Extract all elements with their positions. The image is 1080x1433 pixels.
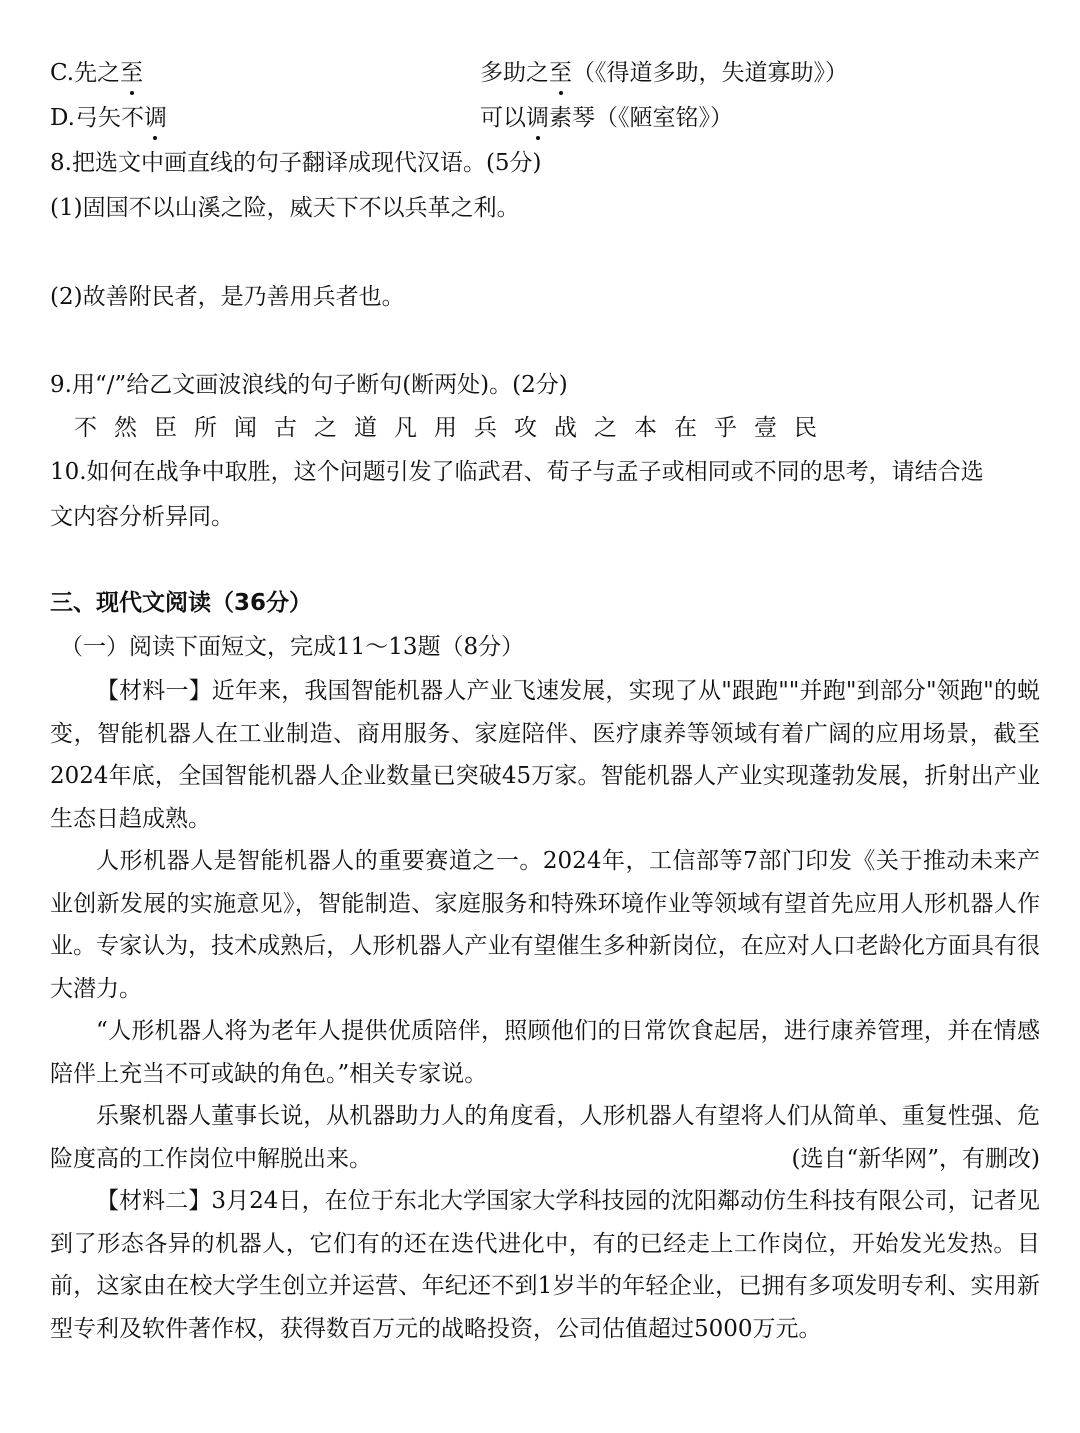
material1 xyxy=(50,670,1040,1350)
material1-paragraph-3: “人形机器人将为老年人提供优质陪伴，照顾他们的日常饮食起居，进行康养管理，并在情感陪伴上充当不可或缺的角色。”相关专家说。 xyxy=(50,1018,1040,1087)
q9-prompt: 9.用“/”给乙文画波浪线的句子断句(断两处)。(2分) xyxy=(50,372,568,398)
option-c xyxy=(50,58,848,88)
option-d-a-dotted-char: 调 xyxy=(143,105,167,131)
option-c-a-dotted-char: 至 xyxy=(120,60,144,86)
material1-paragraph-4 xyxy=(50,1095,1040,1180)
material1-paragraph-1: 【材料一】近年来，我国智能机器人产业飞速发展，实现了从"跟跑""并跑"到部分"领跑"的蜕变，智能机器人在工业制造、商用服务、家庭陪伴、医疗康养等领域有着广阔的应用场景，截至2024年底，全国智能机器人企业数量已突破45万家。智能机器人产业实现蓬勃发展，折射出产业生态日趋成熟。 xyxy=(50,678,1040,832)
q9-text: 不然臣所闻古之道凡用兵攻战之本在乎壹民 xyxy=(74,415,834,441)
option-d-b-source: 素琴（《陋室铭》） xyxy=(549,105,733,131)
q10-line-2: 文内容分析异同。 xyxy=(50,504,234,530)
option-c-a-text: 先之 xyxy=(74,60,121,86)
option-c-b-dotted-char: 至 xyxy=(549,60,572,86)
option-c-label: C. xyxy=(50,60,75,86)
material2-paragraph-1: 【材料二】3月24日，在位于东北大学国家大学科技园的沈阳鄰动仿生科技有限公司，记者见到了形态各异的机器人，它们有的还在迭代进化中，有的已经走上工作岗位，开始发光发热。目前，这家由在校大学生创立并运营、年纪还不到1岁半的年轻企业，已拥有多项发明专利、实用新型专利及软件著作权，获得数百万元的战略投资，公司估值超过5000万元。 xyxy=(50,1188,1040,1342)
option-d-b-dotted-char: 调 xyxy=(526,105,549,131)
option-c-b-text: 多助之 xyxy=(480,60,549,86)
section3-subheading: （一）阅读下面短文，完成11～13题（8分） xyxy=(60,634,525,660)
q8-sentence-1: (1)固国不以山溪之险，威天下不以兵革之利。 xyxy=(50,195,520,221)
option-d-b xyxy=(480,103,733,133)
material1-source: (选自“新华网”，有删改) xyxy=(791,1145,1040,1172)
option-d-b-text: 可以 xyxy=(480,105,526,131)
q8-prompt: 8.把选文中画直线的句子翻译成现代汉语。(5分) xyxy=(50,150,542,176)
q8-sentence-2: (2)故善附民者，是乃善用兵者也。 xyxy=(50,284,405,310)
material1-paragraph-2: 人形机器人是智能机器人的重要赛道之一。2024年，工信部等7部门印发《关于推动未来产业创新发展的实施意见》，智能制造、家庭服务和特殊环境作业等领域有望首先应用人形机器人作业。专家认为，技术成熟后，人形机器人产业有望催生多种新岗位，在应对人口老龄化方面具有很大潜力。 xyxy=(50,848,1040,1002)
q10-line-1: 10.如何在战争中取胜，这个问题引发了临武君、荀子与孟子或相同或不同的思考，请结合选 xyxy=(50,459,984,485)
option-c-b xyxy=(480,58,848,88)
option-c-b-source: （《得道多助，失道寡助》） xyxy=(572,60,848,86)
material1-paragraph-4-text: 乐聚机器人董事长说，从机器助力人的角度看，人形机器人有望将人们从简单、重复性强、危险度高的工作岗位中解脱出来。 xyxy=(50,1103,1040,1172)
option-d-a-text: 弓矢不 xyxy=(74,105,144,131)
option-d xyxy=(50,103,733,133)
section3-heading: 三、现代文阅读（36分） xyxy=(50,590,313,616)
option-d-label: D. xyxy=(50,105,75,131)
